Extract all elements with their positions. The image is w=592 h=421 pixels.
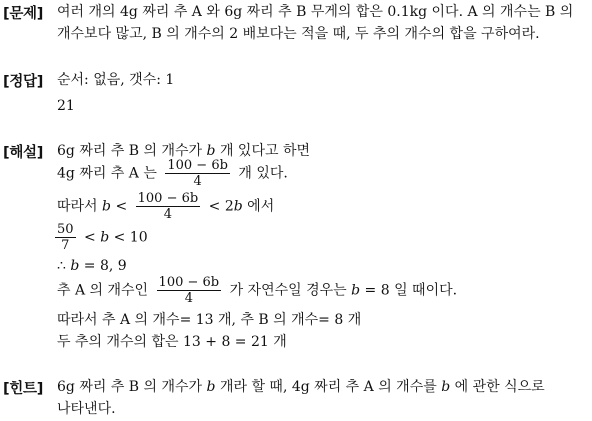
math-less-than: < (111, 198, 132, 215)
solution-text: 개 있다. (238, 165, 288, 182)
math-text: = 8, 9 (79, 258, 127, 274)
variable-b: b (206, 143, 216, 159)
fraction-numerator: 100 − 6b (137, 191, 199, 206)
fraction-numerator: 100 − 6b (158, 275, 220, 290)
solution-text: 6g 짜리 추 B 의 개수가 (57, 143, 207, 159)
solution-line7: 따라서 추 A 의 개수= 13 개, 추 B 의 개수= 8 개 (57, 312, 362, 328)
hint-text: 6g 짜리 추 B 의 개수가 (57, 379, 207, 395)
fraction-denominator: 4 (193, 174, 202, 189)
solution-line2 (57, 158, 288, 189)
solution-line4 (55, 222, 148, 253)
solution-text: 에서 (242, 198, 275, 215)
math-less-than: < (84, 229, 101, 246)
fraction-denominator: 7 (61, 238, 70, 253)
fraction-50-7 (55, 222, 76, 253)
solution-text: 따라서 (57, 198, 103, 215)
hint-line2: 나타낸다. (57, 401, 116, 417)
answer-value: 21 (57, 98, 75, 114)
fraction-denominator: 4 (184, 291, 193, 306)
variable-b: b (100, 229, 110, 246)
fraction-numerator: 100 − 6b (167, 158, 228, 173)
hint-line1 (57, 378, 545, 396)
hint-text: 개라 할 때, 4g 짜리 추 A 의 개수를 (215, 379, 442, 395)
solution-text: = 8 일 때이다. (360, 282, 458, 299)
hint-label: [힌트] (3, 381, 44, 397)
problem-text-line1: 여러 개의 4g 짜리 추 A 와 6g 짜리 추 B 무게의 합은 0.1kg 이다. A 의 개수는 B 의 (57, 4, 574, 20)
variable-b: b (233, 198, 243, 215)
solution-label: [해설] (3, 145, 44, 161)
solution-text: 추 A 의 개수인 (57, 282, 149, 299)
problem-text-line2: 개수보다 많고, B 의 개수의 2 배보다는 적을 때, 두 추의 개수의 합을 구하여라. (57, 26, 540, 42)
math-text: < 10 (109, 229, 148, 246)
variable-b: b (206, 379, 216, 395)
solution-text: 4g 짜리 추 A 는 (57, 165, 157, 182)
solution-text: 개 있다고 하면 (215, 143, 310, 159)
solution-line3 (57, 191, 274, 222)
solution-line5 (57, 257, 127, 275)
therefore-symbol: ∴ (57, 258, 71, 274)
fraction-a-count (157, 275, 222, 306)
math-less-than: < 2 (208, 198, 234, 215)
variable-b: b (70, 258, 80, 274)
fraction-numerator: 50 (57, 222, 74, 237)
fraction-a-count (165, 158, 230, 189)
variable-b: b (351, 282, 361, 299)
variable-b: b (102, 198, 111, 215)
solution-line6 (57, 275, 457, 306)
solution-text: 가 자연수일 경우는 (229, 282, 352, 299)
solution-line8: 두 추의 개수의 합은 13 + 8 = 21 개 (57, 334, 287, 350)
answer-order-count: 순서: 없음, 갯수: 1 (57, 72, 175, 88)
variable-b: b (441, 379, 451, 395)
fraction-denominator: 4 (163, 207, 173, 222)
fraction-a-count (136, 191, 201, 222)
problem-label: [문제] (3, 6, 44, 22)
hint-text: 에 관한 식으로 (450, 379, 545, 395)
answer-label: [정답] (3, 74, 44, 90)
